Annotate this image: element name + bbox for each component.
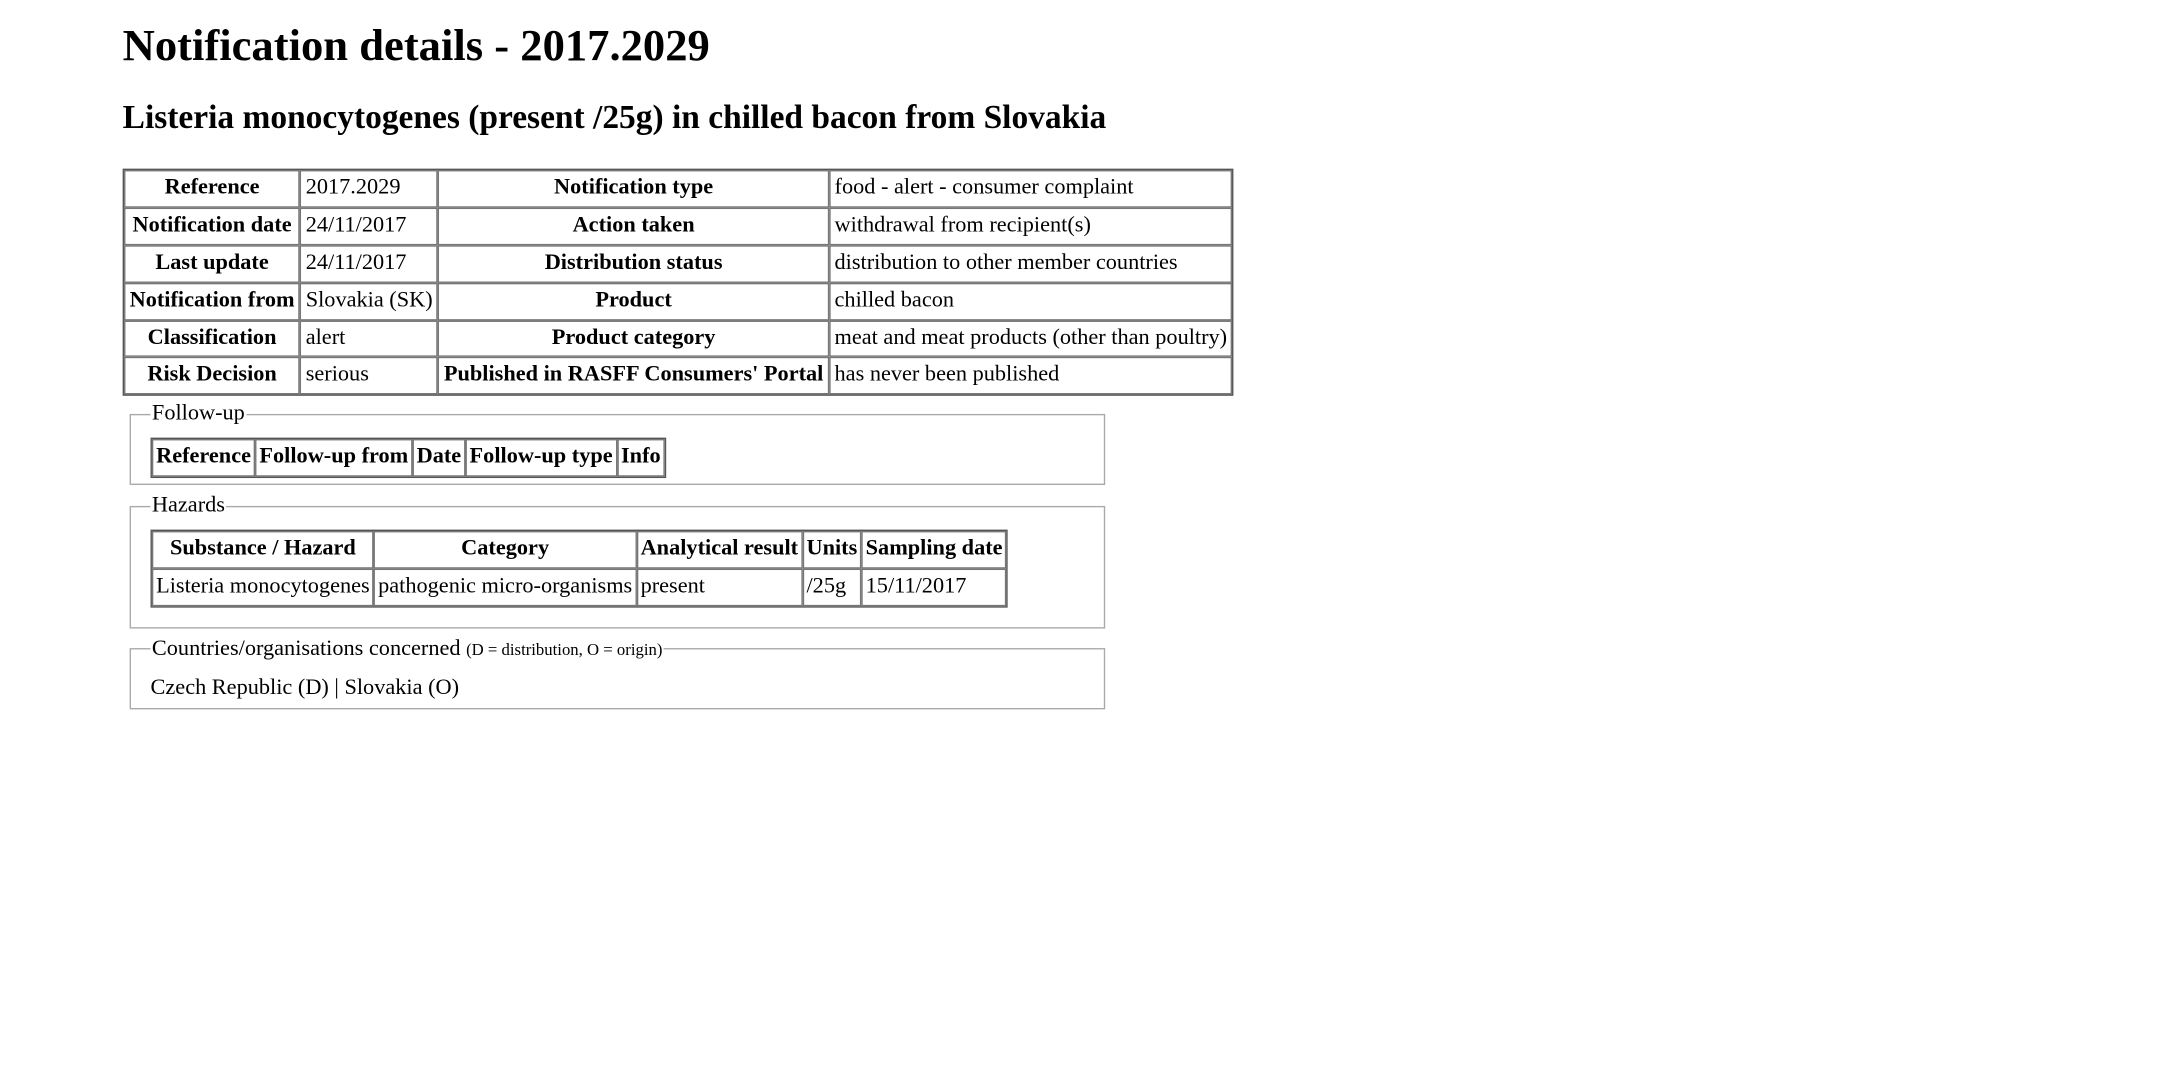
details-label: Notification from xyxy=(124,283,300,320)
countries-legend xyxy=(151,637,664,662)
details-label: Published in RASFF Consumers' Portal xyxy=(438,357,829,394)
table-row xyxy=(152,569,1007,606)
details-value: 24/11/2017 xyxy=(300,245,438,282)
hazards-header: Category xyxy=(374,531,636,568)
followup-header: Follow-up from xyxy=(255,439,412,476)
details-value: has never been published xyxy=(829,357,1233,394)
details-value: food - alert - consumer complaint xyxy=(829,171,1233,208)
hazard-analytical-result: present xyxy=(636,569,802,606)
details-value: serious xyxy=(300,357,438,394)
details-row xyxy=(124,245,1233,282)
details-label: Risk Decision xyxy=(124,357,300,394)
details-value: alert xyxy=(300,320,438,357)
followup-header-row xyxy=(152,439,665,476)
followup-header: Follow-up type xyxy=(465,439,616,476)
details-row xyxy=(124,283,1233,320)
details-value: distribution to other member countries xyxy=(829,245,1233,282)
followup-section xyxy=(130,402,1106,486)
followup-header: Reference xyxy=(152,439,255,476)
details-value: chilled bacon xyxy=(829,283,1233,320)
hazards-header: Sampling date xyxy=(861,531,1006,568)
details-label: Notification type xyxy=(438,171,829,208)
details-label: Distribution status xyxy=(438,245,829,282)
details-value: 2017.2029 xyxy=(300,171,438,208)
details-value: 24/11/2017 xyxy=(300,208,438,245)
hazards-header: Substance / Hazard xyxy=(152,531,374,568)
hazards-header: Analytical result xyxy=(636,531,802,568)
details-value: withdrawal from recipient(s) xyxy=(829,208,1233,245)
countries-section xyxy=(130,637,1106,709)
hazard-substance: Listeria monocytogenes xyxy=(152,569,374,606)
details-value: meat and meat products (other than poultry) xyxy=(829,320,1233,357)
details-label: Classification xyxy=(124,320,300,357)
followup-legend: Follow-up xyxy=(151,401,245,426)
details-row xyxy=(124,357,1233,394)
hazard-sampling-date: 15/11/2017 xyxy=(861,569,1006,606)
countries-legend-note: (D = distribution, O = origin) xyxy=(466,639,663,659)
page-subtitle: Listeria monocytogenes (present /25g) in chilled bacon from Slovakia xyxy=(122,100,1107,137)
followup-header: Info xyxy=(617,439,665,476)
details-label: Product category xyxy=(438,320,829,357)
details-row xyxy=(124,320,1233,357)
details-row xyxy=(124,208,1233,245)
countries-legend-text: Countries/organisations concerned xyxy=(151,636,461,661)
followup-table xyxy=(151,438,667,478)
hazard-category: pathogenic micro-organisms xyxy=(374,569,636,606)
hazards-table xyxy=(151,530,1009,607)
details-value: Slovakia (SK) xyxy=(300,283,438,320)
hazards-header-row xyxy=(152,531,1007,568)
hazards-section xyxy=(130,494,1106,629)
hazard-units: /25g xyxy=(802,569,861,606)
details-label: Action taken xyxy=(438,208,829,245)
hazards-header: Units xyxy=(802,531,861,568)
details-row xyxy=(124,171,1233,208)
page-title: Notification details - 2017.2029 xyxy=(122,19,710,70)
hazards-legend: Hazards xyxy=(151,493,225,518)
followup-header: Date xyxy=(412,439,465,476)
details-label: Notification date xyxy=(124,208,300,245)
details-label: Last update xyxy=(124,245,300,282)
details-label: Reference xyxy=(124,171,300,208)
notification-details-table xyxy=(123,169,1234,396)
countries-list: Czech Republic (D) | Slovakia (O) xyxy=(150,675,460,700)
details-label: Product xyxy=(438,283,829,320)
